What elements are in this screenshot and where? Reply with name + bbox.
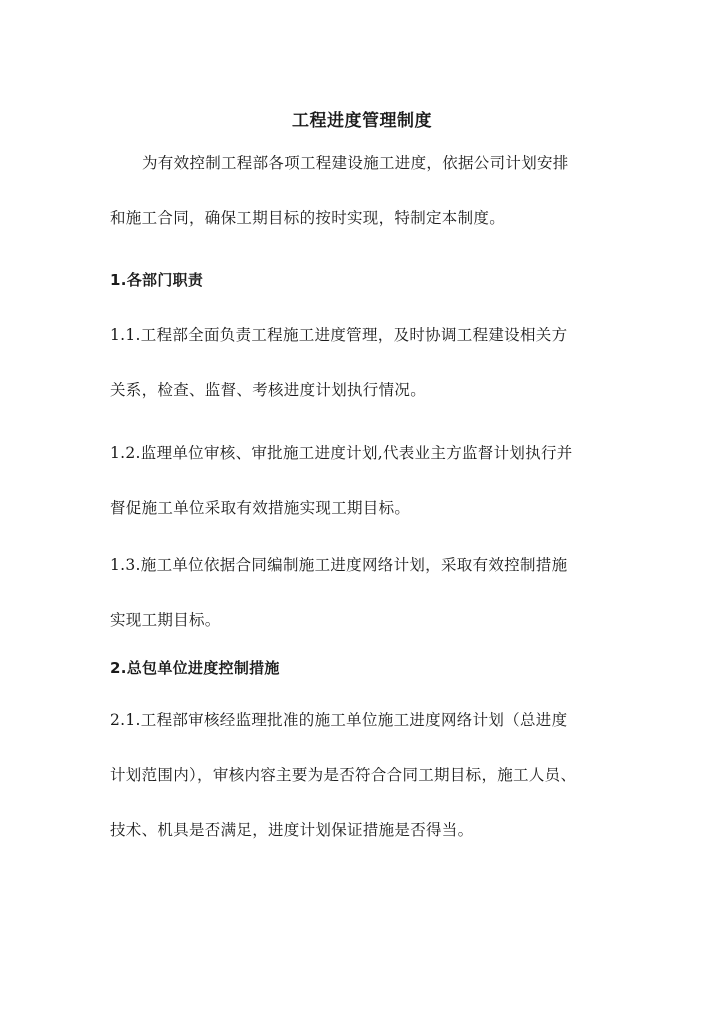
item-1-3-line-1: 1.3.施工单位依据合同编制施工进度网络计划，采取有效控制措施 <box>110 556 568 574</box>
item-1-1-line-1: 1.1.工程部全面负责工程施工进度管理，及时协调工程建设相关方 <box>110 326 568 344</box>
item-1-2-line-1: 1.2.监理单位审核、审批施工进度计划,代表业主方监督计划执行并 <box>110 444 573 462</box>
section-1-heading: 1.各部门职责 <box>110 271 204 289</box>
intro-line-1: 为有效控制工程部各项工程建设施工进度，依据公司计划安排 <box>142 154 569 172</box>
item-1-3-line-2: 实现工期目标。 <box>110 611 221 629</box>
item-1-1-line-2: 关系，检查、监督、考核进度计划执行情况。 <box>110 381 427 399</box>
item-2-1-line-2: 计划范围内），审核内容主要为是否符合合同工期目标，施工人员、 <box>110 766 577 784</box>
item-2-1-line-3: 技术、机具是否满足，进度计划保证措施是否得当。 <box>110 821 474 839</box>
intro-line-2: 和施工合同，确保工期目标的按时实现，特制定本制度。 <box>110 209 506 227</box>
document-title: 工程进度管理制度 <box>292 111 432 131</box>
item-1-2-line-2: 督促施工单位采取有效措施实现工期目标。 <box>110 499 411 517</box>
item-2-1-line-1: 2.1.工程部审核经监理批准的施工单位施工进度网络计划（总进度 <box>110 711 568 729</box>
section-2-heading: 2.总包单位进度控制措施 <box>110 659 280 677</box>
